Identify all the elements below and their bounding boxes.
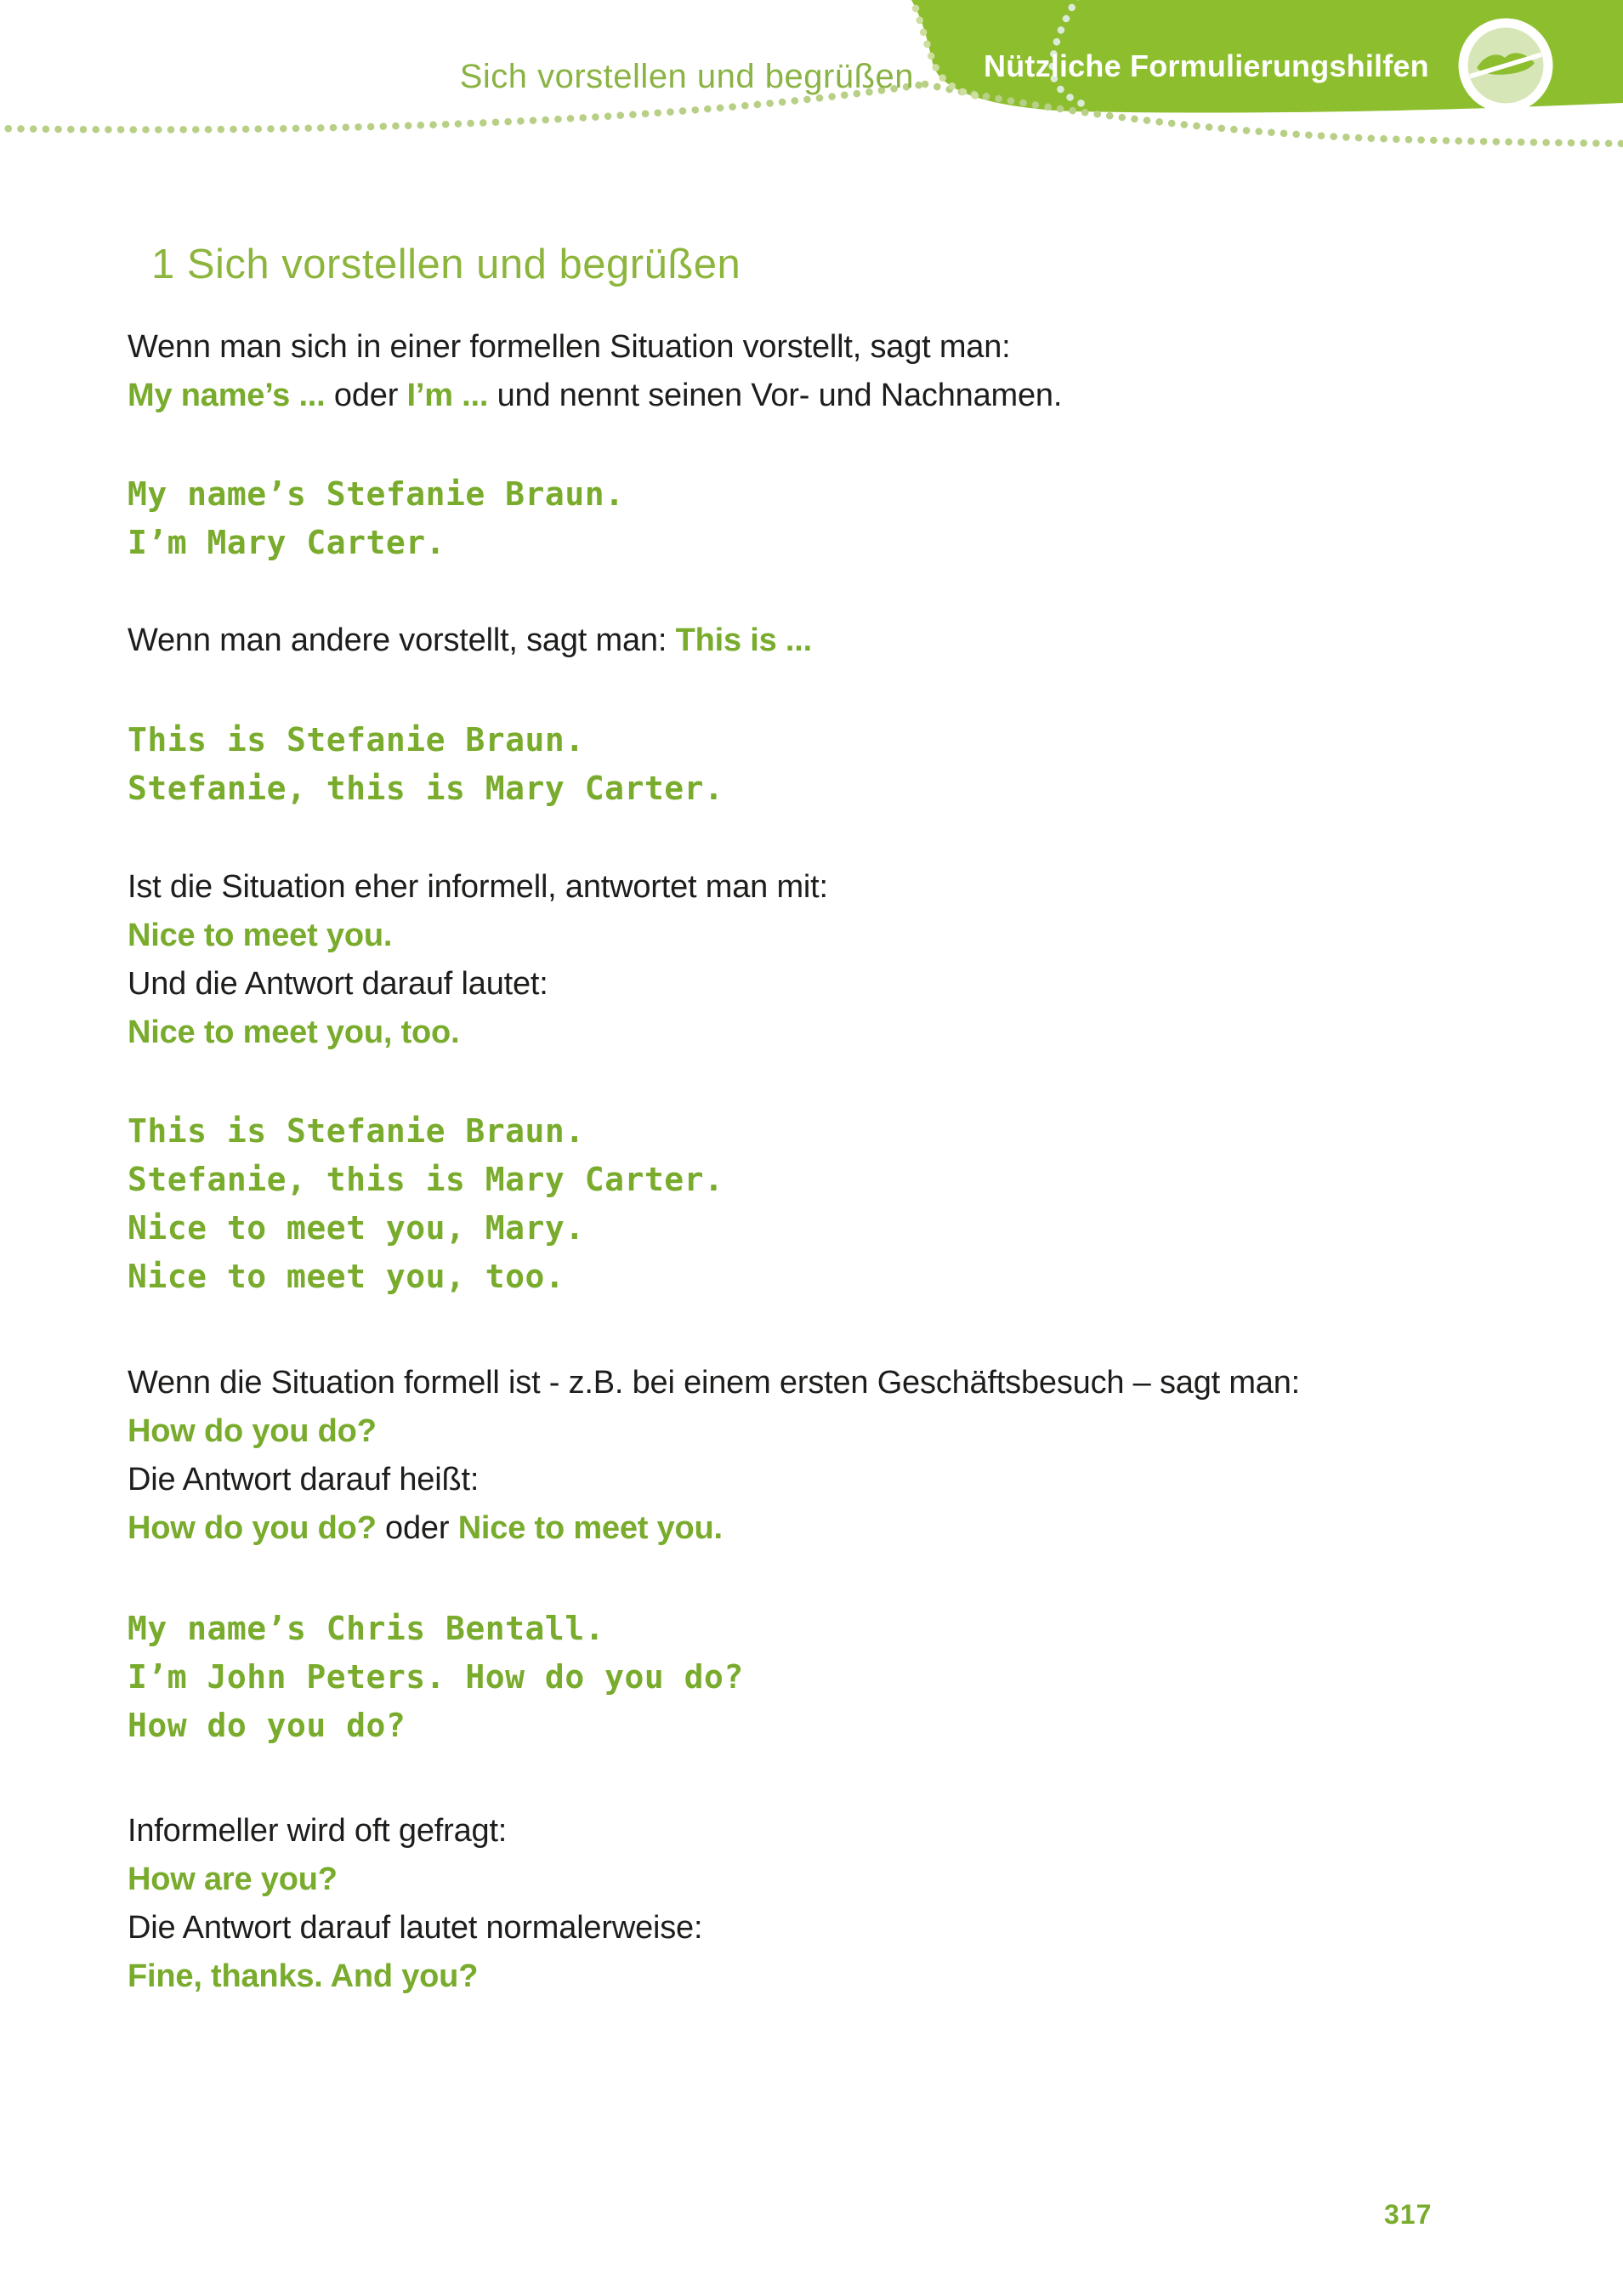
paragraph-line bbox=[128, 1359, 1590, 1407]
text-segment: Wenn man andere vorstellt, sagt man: bbox=[128, 622, 676, 658]
page-title: 1 Sich vorstellen und begrüßen bbox=[151, 242, 741, 287]
example-line: Stefanie, this is Mary Carter. bbox=[128, 1161, 724, 1198]
example-line: My name’s Stefanie Braun. bbox=[128, 475, 625, 513]
dialogue-example-block bbox=[128, 1605, 1590, 1750]
paragraph-line bbox=[128, 1952, 1590, 2001]
text-segment: Wenn die Situation formell ist - z.B. bei einem ersten Geschäftsbesuch – sagt man: bbox=[128, 1365, 1301, 1401]
example-line: Stefanie, this is Mary Carter. bbox=[128, 770, 724, 807]
paragraph-line bbox=[128, 323, 1590, 372]
highlight-phrase: Nice to meet you. bbox=[128, 918, 393, 953]
speaking-badge bbox=[1463, 23, 1548, 108]
explanation-paragraph bbox=[128, 617, 1590, 665]
example-line: I’m Mary Carter. bbox=[128, 524, 446, 561]
highlight-phrase: Nice to meet you, too. bbox=[128, 1014, 460, 1050]
example-line: This is Stefanie Braun. bbox=[128, 721, 585, 759]
example-line: Nice to meet you, Mary. bbox=[128, 1209, 585, 1247]
text-segment: Und die Antwort darauf lautet: bbox=[128, 966, 548, 1002]
dialogue-example-block bbox=[128, 1107, 1590, 1301]
text-segment: und nennt seinen Vor- und Nachnamen. bbox=[488, 378, 1063, 413]
paragraph-line bbox=[128, 1504, 1590, 1553]
explanation-paragraph bbox=[128, 863, 1590, 1057]
explanation-paragraph bbox=[128, 1807, 1590, 2001]
explanation-paragraph bbox=[128, 323, 1590, 420]
example-line: I’m John Peters. How do you do? bbox=[128, 1658, 744, 1696]
text-segment: Ist die Situation eher informell, antwortet man mit: bbox=[128, 869, 828, 905]
text-segment: oder bbox=[376, 1510, 458, 1546]
highlight-phrase: This is ... bbox=[675, 622, 812, 658]
highlight-phrase: My name’s ... bbox=[128, 378, 326, 413]
page-header bbox=[0, 0, 1623, 221]
paragraph-line bbox=[128, 912, 1590, 960]
paragraph-line bbox=[128, 1904, 1590, 1952]
highlight-phrase: How do you do? bbox=[128, 1413, 377, 1449]
paragraph-line bbox=[128, 1856, 1590, 1904]
paragraph-line bbox=[128, 617, 1590, 665]
paragraph-line bbox=[128, 1407, 1590, 1456]
header-chapter-label: Nützliche Formulierungshilfen bbox=[984, 48, 1429, 83]
dialogue-example-block bbox=[128, 716, 1590, 813]
explanation-paragraph bbox=[128, 1359, 1590, 1553]
page-number: 317 bbox=[1384, 2199, 1433, 2230]
dialogue-example-block bbox=[128, 470, 1590, 567]
highlight-phrase: I’m ... bbox=[406, 378, 489, 413]
text-segment: Informeller wird oft gefragt: bbox=[128, 1813, 508, 1849]
text-segment: Die Antwort darauf heißt: bbox=[128, 1462, 480, 1498]
paragraph-line bbox=[128, 960, 1590, 1009]
paragraph-line bbox=[128, 863, 1590, 912]
paragraph-line bbox=[128, 372, 1590, 420]
example-line: How do you do? bbox=[128, 1707, 406, 1744]
paragraph-line bbox=[128, 1807, 1590, 1856]
highlight-phrase: Nice to meet you. bbox=[457, 1510, 723, 1546]
paragraph-line bbox=[128, 1456, 1590, 1504]
paragraph-line bbox=[128, 1009, 1590, 1057]
example-line: This is Stefanie Braun. bbox=[128, 1112, 585, 1150]
example-line: My name’s Chris Bentall. bbox=[128, 1610, 605, 1647]
highlight-phrase: How do you do? bbox=[128, 1510, 377, 1546]
highlight-phrase: Fine, thanks. And you? bbox=[128, 1958, 479, 1994]
highlight-phrase: How are you? bbox=[128, 1861, 338, 1897]
example-line: Nice to meet you, too. bbox=[128, 1258, 565, 1295]
text-segment: Die Antwort darauf lautet normalerweise: bbox=[128, 1910, 703, 1946]
text-segment: Wenn man sich in einer formellen Situation vorstellt, sagt man: bbox=[128, 329, 1011, 365]
text-segment: oder bbox=[325, 378, 407, 413]
header-section-label: Sich vorstellen und begrüßen bbox=[459, 58, 914, 95]
